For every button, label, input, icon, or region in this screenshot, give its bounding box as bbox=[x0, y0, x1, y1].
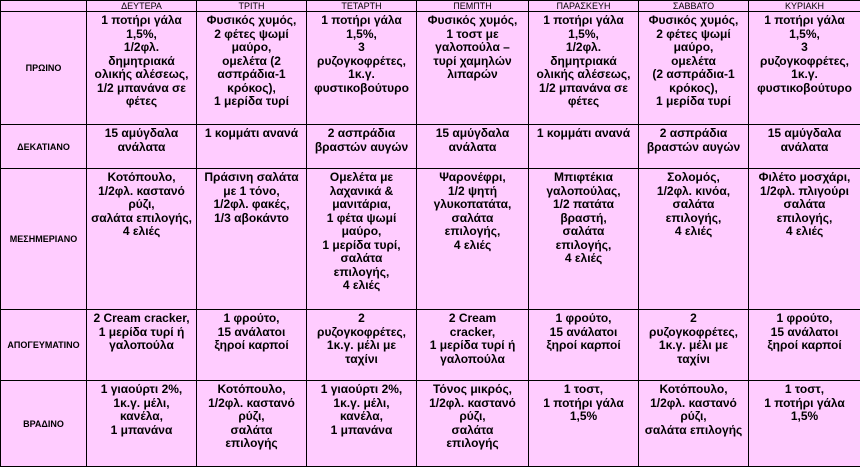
cell-lunch-saturday: Σολομός, 1/2φλ. κινόα, σαλάτα επιλογής, 4 ελιές bbox=[639, 169, 749, 310]
cell-midmorning-monday: 15 αμύγδαλα ανάλατα bbox=[87, 125, 197, 169]
cell-dinner-sunday: 1 τοστ, 1 ποτήρι γάλα 1,5% bbox=[749, 381, 860, 467]
cell-lunch-sunday: Φιλέτο μοσχάρι, 1/2φλ. πλιγούρι σαλάτα επιλογής, 4 ελιές bbox=[749, 169, 860, 310]
day-header-wednesday: ΤΕΤΑΡΤΗ bbox=[307, 1, 417, 12]
cell-breakfast-saturday: Φυσικός χυμός, 2 φέτες ψωμί μαύρο, ομελέτα (2 ασπράδια-1 κρόκος), 1 μερίδα τυρί bbox=[639, 12, 749, 125]
cell-breakfast-tuesday: Φυσικός χυμός, 2 φέτες ψωμί μαύρο, ομελέτα (2 ασπράδια-1 κρόκος), 1 μερίδα τυρί bbox=[197, 12, 307, 125]
cell-breakfast-thursday: Φυσικός χυμός, 1 τοστ με γαλοπούλα – τυρί χαμηλών λιπαρών bbox=[417, 12, 529, 125]
day-header-saturday: ΣΑΒΒΑΤΟ bbox=[639, 1, 749, 12]
cell-dinner-monday: 1 γιαούρτι 2%, 1κ.γ. μέλι, κανέλα, 1 μπανάνα bbox=[87, 381, 197, 467]
cell-afternoon-monday: 2 Cream cracker, 1 μερίδα τυρί ή γαλοπούλα bbox=[87, 310, 197, 381]
cell-dinner-tuesday: Κοτόπουλο, 1/2φλ. καστανό ρύζι, σαλάτα επιλογής bbox=[197, 381, 307, 467]
cell-afternoon-sunday: 1 φρούτο, 15 ανάλατοι ξηροί καρποί bbox=[749, 310, 860, 381]
cell-lunch-monday: Κοτόπουλο, 1/2φλ. καστανό ρύζι, σαλάτα επιλογής, 4 ελιές bbox=[87, 169, 197, 310]
row-breakfast bbox=[1, 12, 860, 125]
row-afternoon bbox=[1, 310, 860, 381]
cell-afternoon-tuesday: 1 φρούτο, 15 ανάλατοι ξηροί καρποί bbox=[197, 310, 307, 381]
meal-label-lunch: ΜΕΣΗΜΕΡΙΑΝΟ bbox=[1, 169, 87, 310]
cell-midmorning-saturday: 2 ασπράδια βραστών αυγών bbox=[639, 125, 749, 169]
cell-midmorning-friday: 1 κομμάτι ανανά bbox=[529, 125, 639, 169]
day-header-monday: ΔΕΥΤΕΡΑ bbox=[87, 1, 197, 12]
meal-label-midmorning: ΔΕΚΑΤΙΑΝΟ bbox=[1, 125, 87, 169]
cell-dinner-thursday: Τόνος μικρός, 1/2φλ. καστανό ρύζι, σαλάτα επιλογής bbox=[417, 381, 529, 467]
cell-breakfast-friday: 1 ποτήρι γάλα 1,5%, 1/2φλ. δημητριακά ολικής αλέσεως, 1/2 μπανάνα σε φέτες bbox=[529, 12, 639, 125]
cell-lunch-friday: Μπιφτέκια γαλοπούλας, 1/2 πατάτα βραστή, σαλάτα επιλογής, 4 ελιές bbox=[529, 169, 639, 310]
cell-afternoon-friday: 1 φρούτο, 15 ανάλατοι ξηροί καρποί bbox=[529, 310, 639, 381]
cell-dinner-wednesday: 1 γιαούρτι 2%, 1κ.γ. μέλι, κανέλα, 1 μπανάνα bbox=[307, 381, 417, 467]
cell-midmorning-wednesday: 2 ασπράδια βραστών αυγών bbox=[307, 125, 417, 169]
cell-lunch-wednesday: Ομελέτα με λαχανικά & μανιτάρια, 1 φέτα ψωμί μαύρο, 1 μερίδα τυρί, σαλάτα επιλογής, 4 ελιές bbox=[307, 169, 417, 310]
header-corner-cell bbox=[1, 1, 87, 12]
cell-breakfast-wednesday: 1 ποτήρι γάλα 1,5%, 3 ρυζογκοφρέτες, 1κ.γ. φυστικοβούτυρο bbox=[307, 12, 417, 125]
day-header-friday: ΠΑΡΑΣΚΕΥΗ bbox=[529, 1, 639, 12]
row-dinner bbox=[1, 381, 860, 467]
cell-breakfast-monday: 1 ποτήρι γάλα 1,5%, 1/2φλ. δημητριακά ολικής αλέσεως, 1/2 μπανάνα σε φέτες bbox=[87, 12, 197, 125]
cell-midmorning-thursday: 15 αμύγδαλα ανάλατα bbox=[417, 125, 529, 169]
cell-midmorning-tuesday: 1 κομμάτι ανανά bbox=[197, 125, 307, 169]
cell-afternoon-wednesday: 2 ρυζογκοφρέτες, 1κ.γ. μέλι με ταχίνι bbox=[307, 310, 417, 381]
row-lunch bbox=[1, 169, 860, 310]
cell-lunch-thursday: Ψαρονέφρι, 1/2 ψητή γλυκοπατάτα, σαλάτα επιλογής, 4 ελιές bbox=[417, 169, 529, 310]
cell-afternoon-saturday: 2 ρυζογκοφρέτες, 1κ.γ. μέλι με ταχίνι bbox=[639, 310, 749, 381]
cell-dinner-saturday: Κοτόπουλο, 1/2φλ. καστανό ρύζι, σαλάτα επιλογής bbox=[639, 381, 749, 467]
day-header-thursday: ΠΕΜΠΤΗ bbox=[417, 1, 529, 12]
cell-lunch-tuesday: Πράσινη σαλάτα με 1 τόνο, 1/2φλ. φακές, 1/3 αβοκάντο bbox=[197, 169, 307, 310]
cell-midmorning-sunday: 15 αμύγδαλα ανάλατα bbox=[749, 125, 860, 169]
day-header-sunday: ΚΥΡΙΑΚΗ bbox=[749, 1, 860, 12]
meal-label-dinner: ΒΡΑΔΙΝΟ bbox=[1, 381, 87, 467]
day-header-tuesday: ΤΡΙΤΗ bbox=[197, 1, 307, 12]
row-midmorning bbox=[1, 125, 860, 169]
header-row bbox=[1, 1, 860, 12]
cell-breakfast-sunday: 1 ποτήρι γάλα 1,5%, 3 ρυζογκοφρέτες, 1κ.γ. φυστικοβούτυρο bbox=[749, 12, 860, 125]
meal-label-afternoon: ΑΠΟΓΕΥΜΑΤΙΝΟ bbox=[1, 310, 87, 381]
cell-dinner-friday: 1 τοστ, 1 ποτήρι γάλα 1,5% bbox=[529, 381, 639, 467]
meal-label-breakfast: ΠΡΩΙΝΟ bbox=[1, 12, 87, 125]
cell-afternoon-thursday: 2 Cream cracker, 1 μερίδα τυρί ή γαλοπούλα bbox=[417, 310, 529, 381]
